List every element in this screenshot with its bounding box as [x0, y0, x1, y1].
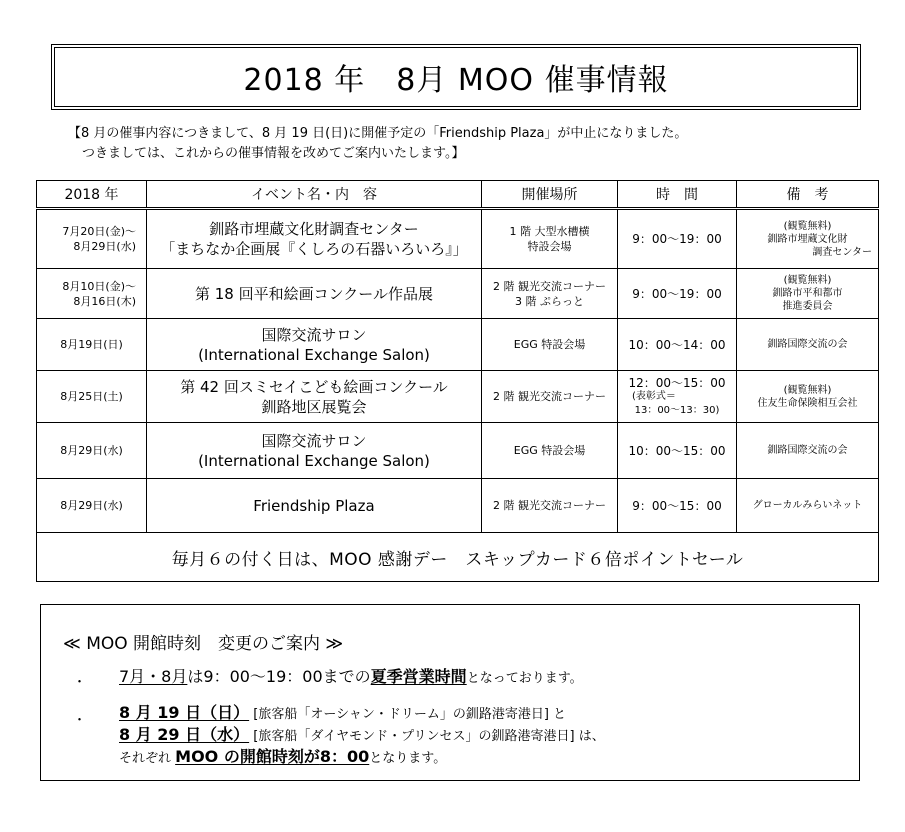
event-place: 2 階 観光交流コーナー: [482, 371, 618, 423]
notice-line-1: 【8 月の催事内容につきまして、8 月 19 日(日)に開催予定の「Friendship Plaza」が中止になりました。: [68, 126, 688, 141]
event-place: 1 階 大型水槽横 特設会場: [482, 209, 618, 269]
event-note: 釧路国際交流の会: [737, 319, 879, 371]
event-note: (観覧無料) 釧路市埋蔵文化財 調査センター: [737, 209, 879, 269]
page-title: 2018 年 8月 MOO 催事情報: [51, 44, 861, 110]
event-time: 9：00～19：00: [618, 209, 737, 269]
event-date: 7月20日(金)～ 8月29日(水): [37, 209, 147, 269]
table-row: [37, 269, 879, 319]
bullet-icon: ・: [73, 675, 87, 690]
event-table: [36, 180, 879, 582]
event-date: 8月10日(金)～ 8月16日(木): [37, 269, 147, 319]
table-row: [37, 371, 879, 423]
event-date: 8月19日(日): [37, 319, 147, 371]
header-event: イベント名・内 容: [147, 181, 482, 209]
event-name: 第 42 回スミセイこども絵画コンクール 釧路地区展覧会: [147, 371, 482, 423]
header-note: 備 考: [737, 181, 879, 209]
header-year: 2018 年: [37, 181, 147, 209]
event-time: 9：00～15：00: [618, 479, 737, 533]
event-note: グローカルみらいネット: [737, 479, 879, 533]
event-note: (観覧無料) 釧路市平和都市 推進委員会: [737, 269, 879, 319]
event-time: 9：00～19：00: [618, 269, 737, 319]
cancellation-notice: [68, 124, 868, 164]
opening-hours-title: ≪ MOO 開館時刻 変更のご案内 ≫: [63, 634, 344, 654]
event-name: 国際交流サロン (International Exchange Salon): [147, 319, 482, 371]
port-call-item: 8 月 19 日（日） [旅客船「オーシャン・ドリーム」の釧路港寄港日] と 8 月 29 日（水） [旅客船「ダイヤモンド・プリンセス」の釧路港寄港日] は、 それぞれ MOO の開館時刻が8：00となります。: [119, 703, 605, 766]
event-time: 10：00～15：00: [618, 423, 737, 479]
event-date: 8月25日(土): [37, 371, 147, 423]
table-row: [37, 479, 879, 533]
table-footer-row: [37, 533, 879, 582]
event-name: 釧路市埋蔵文化財調査センター 「まちなか企画展『くしろの石器いろいろ』」: [147, 209, 482, 269]
event-place: 2 階 観光交流コーナー 3 階 ぷらっと: [482, 269, 618, 319]
bullet-icon: ・: [73, 713, 87, 728]
event-place: EGG 特設会場: [482, 423, 618, 479]
event-time: 10：00～14：00: [618, 319, 737, 371]
summer-hours-item: 7月・8月は9：00～19：00までの夏季営業時間となっております。: [119, 667, 583, 686]
event-time: 12：00～15：00 (表彰式＝ 13：00～13：30): [618, 371, 737, 423]
table-row: [37, 423, 879, 479]
event-name: Friendship Plaza: [147, 479, 482, 533]
header-place: 開催場所: [482, 181, 618, 209]
table-row: [37, 319, 879, 371]
header-time: 時 間: [618, 181, 737, 209]
event-place: 2 階 観光交流コーナー: [482, 479, 618, 533]
event-place: EGG 特設会場: [482, 319, 618, 371]
event-note: (観覧無料) 住友生命保険相互会社: [737, 371, 879, 423]
table-header-row: [37, 181, 879, 209]
event-date: 8月29日(水): [37, 479, 147, 533]
event-name: 国際交流サロン (International Exchange Salon): [147, 423, 482, 479]
event-name: 第 18 回平和絵画コンクール作品展: [147, 269, 482, 319]
monthly-sale-note: 毎月６の付く日は、MOO 感謝デー スキップカード６倍ポイントセール: [37, 533, 879, 582]
notice-line-2: つきましては、これからの催事情報を改めてご案内いたします。】: [82, 146, 465, 161]
table-row: [37, 209, 879, 269]
opening-hours-box: [40, 604, 860, 781]
event-date: 8月29日(水): [37, 423, 147, 479]
event-note: 釧路国際交流の会: [737, 423, 879, 479]
